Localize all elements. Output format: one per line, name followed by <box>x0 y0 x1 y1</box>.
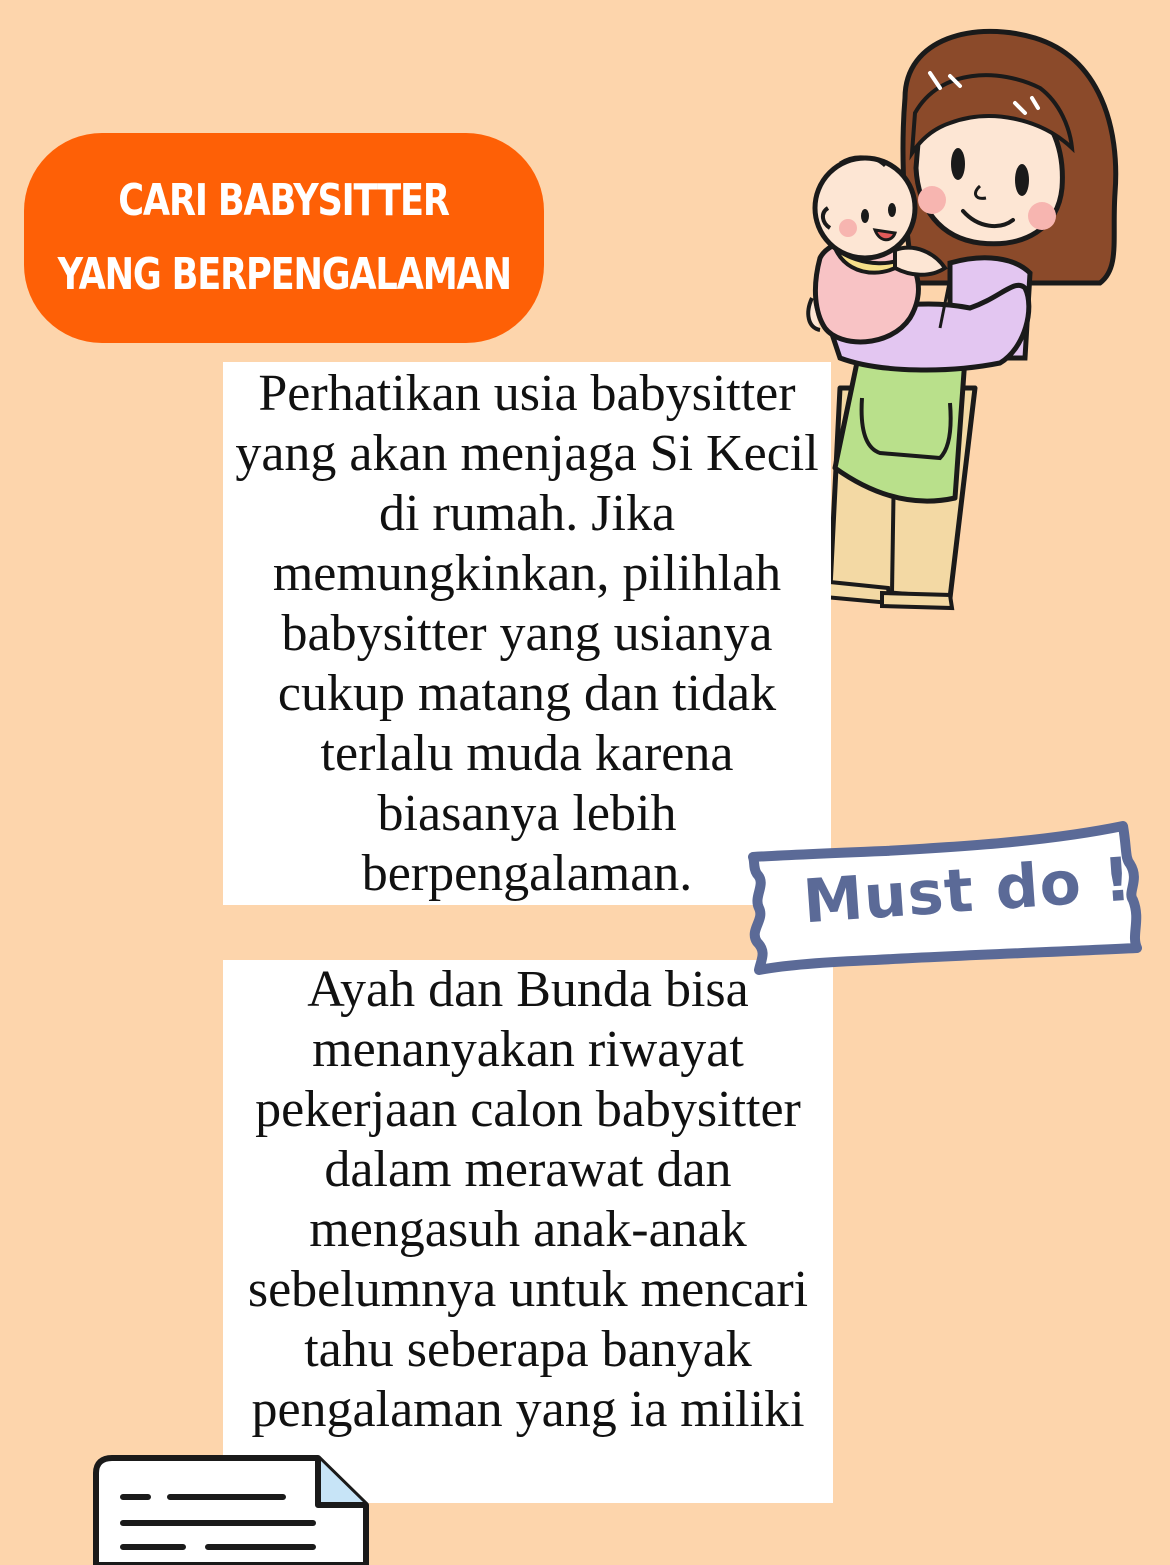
header-pill <box>24 133 544 343</box>
header-line-2: YANG BERPENGALAMAN <box>57 249 511 300</box>
document-icon <box>88 1455 370 1565</box>
tip-card-age <box>223 362 831 905</box>
sticker-text: Must do ! <box>800 844 1135 938</box>
mother-holding-baby-illustration <box>800 28 1135 613</box>
tip-card-work-history <box>223 960 833 1503</box>
tip-card-work-history-text: Ayah dan Bunda bisa menanyakan riwayat pekerjaan calon babysitter dalam merawat dan mengasuh anak-anak sebelumnya untuk mencari tahu seberapa banyak pengalaman yang ia miliki <box>247 961 809 1438</box>
header-line-1: CARI BABYSITTER <box>118 175 450 226</box>
tip-card-age-text: Perhatikan usia babysitter yang akan menjaga Si Kecil di rumah. Jika memungkinkan, pilihlah babysitter yang usianya cukup matang dan tidak terlalu muda karena biasanya lebih berpengalaman. <box>235 365 819 902</box>
must-do-sticker <box>745 820 1145 980</box>
